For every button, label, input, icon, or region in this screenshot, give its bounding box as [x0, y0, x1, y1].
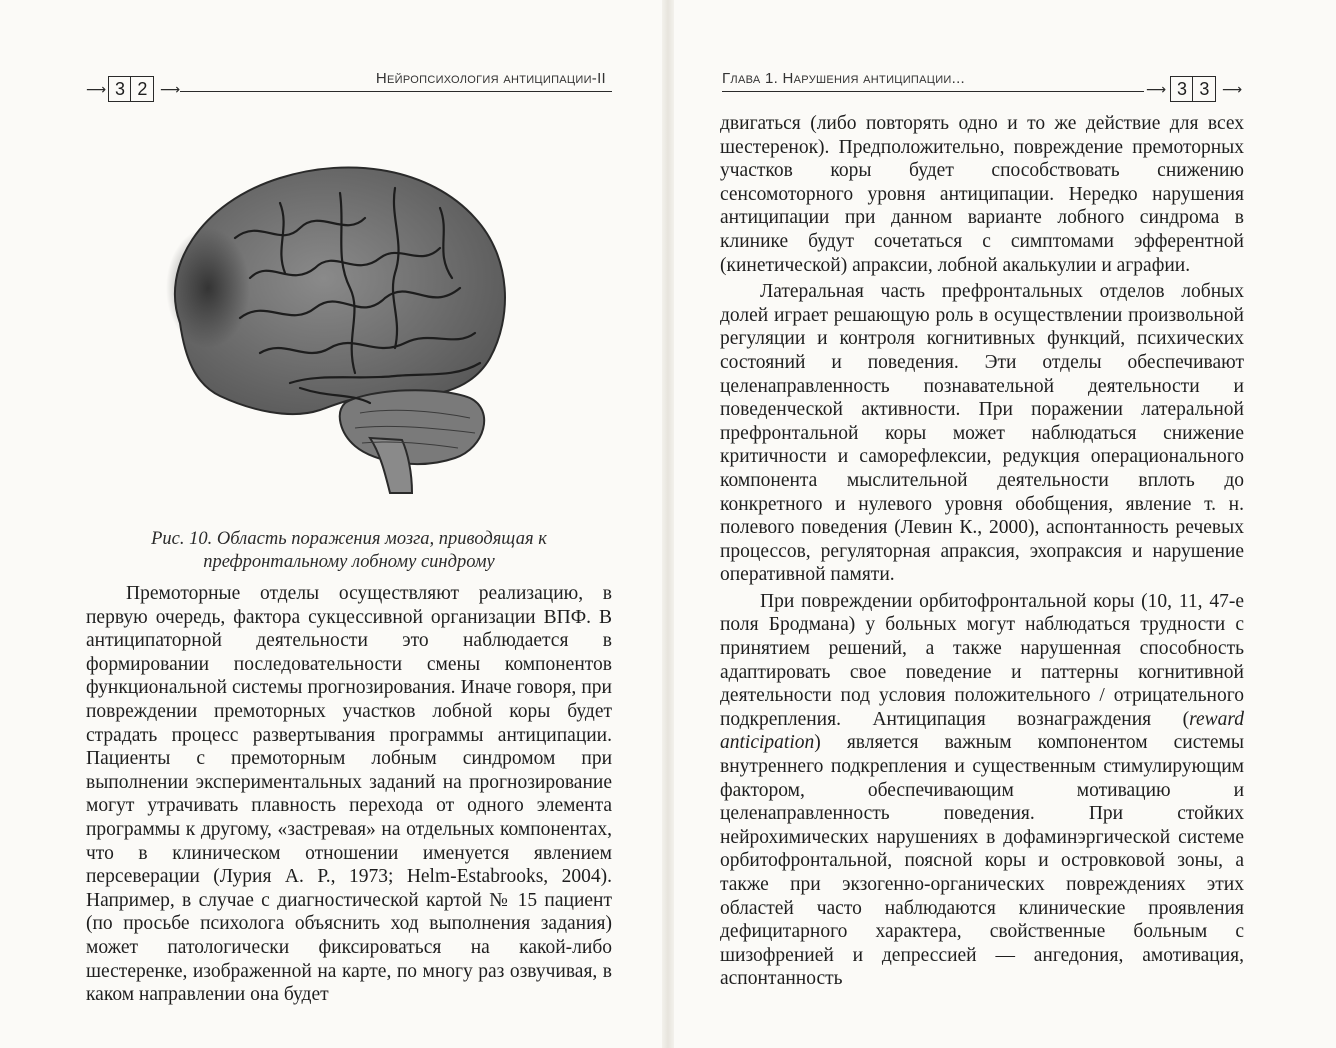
left-running-header	[86, 70, 612, 106]
right-running-header	[722, 70, 1246, 106]
right-page	[672, 0, 1336, 1048]
body-paragraph	[720, 590, 1244, 991]
arrow-right-icon: ⟶	[86, 82, 107, 98]
arrow-right-icon: ⟶	[1146, 82, 1167, 98]
page-number-box	[108, 76, 153, 102]
italic-term: reward anticipation	[720, 708, 1244, 754]
page-number-box	[1170, 76, 1215, 102]
paragraph-text: При повреждении орбитофронтальной коры (10, 11, 47-е поля Бродмана) у больных могут наблюдаться трудности с принятием решений, а также нарушенная способность адаптировать свое поведение и паттерны когнитивной деятельности под условия положительного / отрицательного подкрепления. Антиципация вознаграждения (	[720, 590, 1244, 730]
left-page	[0, 0, 664, 1048]
page-number-digit: 3	[108, 76, 132, 102]
header-rule	[722, 91, 1144, 92]
page-number-digit: 3	[1170, 76, 1194, 102]
body-paragraph: двигаться (либо повторять одно и то же действие для всех шестеренок). Предположительно, повреждение премоторных участков коры будет способствовать снижению сенсомоторного уровня антиципации. Нередко нарушения антиципации при данном варианте лобного синдрома в клинике будут сочетаться с симптомами эфферентной (кинетической) апраксии, лобной акалькулии и аграфии.	[720, 113, 1244, 276]
paragraph-text: ) является важным компонентом системы внутреннего подкрепления и существенным стимулирующим фактором, обеспечивающим мотивацию и целенаправленность поведения. При стойких нейрохимических нарушениях в дофаминэргической системе орбитофронтальной, поясной коры и островковой зоны, а также при экзогенно-органических повреждениях этих областей часто наблюдаются клинические проявления дефицитарного характера, свойственные больным с шизофренией и депрессией — ангедония, амотивация, аспонтанность	[720, 732, 1244, 990]
left-body-text	[86, 582, 612, 1007]
figure-caption: Рис. 10. Область поражения мозга, приводящая к префронтальному лобному синдрому	[151, 529, 547, 572]
arrow-right-icon: ⟶	[160, 82, 181, 98]
arrow-right-icon: ⟶	[1222, 82, 1243, 98]
body-paragraph: Премоторные отделы осуществляют реализацию, в первую очередь, фактора сукцессивной организации ВПФ. В антиципаторной деятельности это наблюдается в формировании последовательности смены компонентов функциональной системы прогнозирования. Иначе говоря, при повреждении премоторных участков лобной коры будет страдать процесс развертывания программы антиципации. Пациенты с премоторным лобным синдромом при выполнении экспериментальных заданий на прогнозирование могут утрачивать плавность перехода от одного элемента программы к другому, «застревая» на отдельных компонентах, что в клиническом отношении именуется явлением персеверации (Лурия А. Р., 1973; Helm-Estabrooks, 2004). Например, в случае с диагностической картой № 15 пациент (по просьбе психолога объяснить ход выполнения задания) может патологически фиксироваться на какой-либо шестеренке, изображенной на карте, по многу раз озвучивая, в каком направлении она будет	[86, 583, 612, 1006]
body-paragraph: Латеральная часть префронтальных отделов лобных долей играет решающую роль в осуществлении произвольной регуляции и контроля когнитивных функций, психических состояний и поведения. Эти отделы обеспечивают целенаправленность познавательной деятельности и поведенческой активности. При поражении латеральной префронтальной коры может наблюдаться снижение критичности и саморефлексии, редукция операционального компонента мыслительной деятельности вплоть до конкретного и нулевого уровня обобщения, явление т. н. полевого поведения (Левин К., 2000), аспонтанность речевых процессов, регуляторная апраксия, эхопраксия и нарушение оперативной памяти.	[720, 281, 1244, 586]
running-title: Глава 1. Нарушения антиципации...	[722, 70, 966, 87]
right-body-text	[720, 112, 1244, 991]
page-number-digit: 2	[130, 76, 154, 102]
page-number-digit: 3	[1192, 76, 1216, 102]
running-title: Нейропсихология антиципации-II	[375, 70, 606, 87]
brain-illustration	[140, 148, 520, 508]
header-rule	[180, 91, 612, 92]
